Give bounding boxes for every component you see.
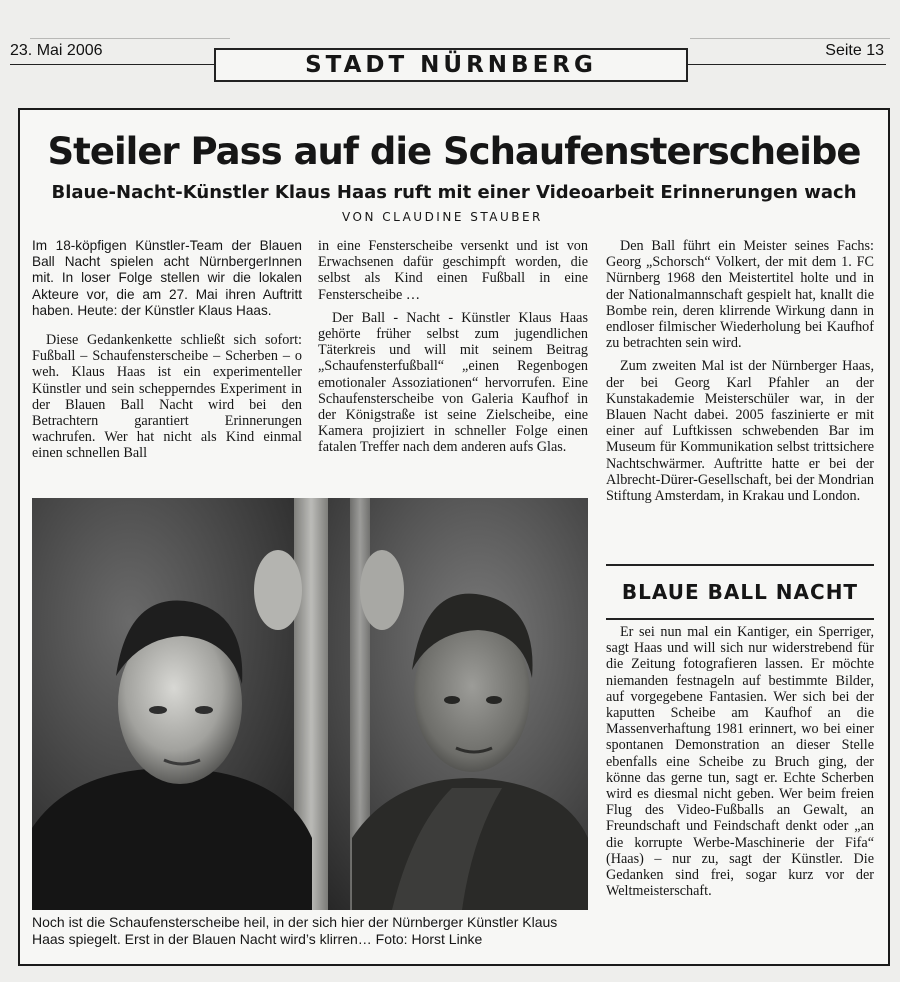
article-headline: Steiler Pass auf die Schaufensterscheibe	[47, 130, 861, 173]
paragraph: Zum zweiten Mal ist der Nürnberger Haas, der bei Georg Karl Pfahler an der Kunstakademie Meisterschüler war, in der Blauen Nacht dabei. 2005 faszinierte er mit einer auf Luftkissen schwebenden Bar im Museum für Kommunikation selbst trittsichere Nachtschwärmer. Auftritte hatte er bei der Albrecht-Dürer-Gesellschaft, bei der Mondrian Stiftung Amsterdam, in Krakau und London.	[606, 358, 874, 505]
page-number: Seite 13	[825, 42, 884, 59]
neighbour-page-bleed-left	[30, 20, 230, 39]
section-subheading: BLAUE BALL NACHT	[606, 564, 874, 620]
text-column-2	[318, 238, 588, 463]
section-title: STADT NÜRNBERG	[214, 48, 688, 82]
article-byline: VON CLAUDINE STAUBER	[342, 210, 543, 224]
photo-caption: Noch ist die Schaufensterscheibe heil, in der sich hier der Nürnberger Künstler Klaus Haas spiegelt. Erst in der Blauen Nacht wird’s klirren… Foto: Horst Linke	[32, 914, 558, 947]
paragraph: Er sei nun mal ein Kantiger, ein Sperriger, sagt Haas und will sich nur widerstrebend für die Zeitung fotografieren lassen. Er möchte niemanden festnageln auf bestimmte Bilder, auf vorgegebene Fantasien. Wer sich bei der kaputten Scheibe am Kaufhof an die Massenverhaftung 1981 erinnert, wo bei einer spontanen Demonstration an dieser Stelle ebenfalls eine Scheibe zu Bruch ging, der könne das gerne tun, sagt er. Echte Scherben wird es diesmal nicht geben. Wer beim freien Flug des Video-Fußballs an Gewalt, an Freundschaft und Feindschaft denkt oder „an die korrupte Werbe-Maschinerie der Fifa“ (Haas) – nur zu, sagt der Künstler. Die Gedanken sind frei, sogar kurz vor der Weltmeisterschaft.	[606, 624, 874, 900]
article-box	[18, 108, 890, 966]
paragraph: in eine Fensterscheibe versenkt und ist von Erwachsenen dafür geschimpft worden, die selbst als Kind einen Fußball in eine Fensterscheibe …	[318, 238, 588, 303]
portrait-photo-icon	[32, 498, 588, 910]
header-rule-left	[10, 64, 214, 65]
issue-date: 23. Mai 2006	[10, 42, 103, 59]
paragraph: Der Ball - Nacht - Künstler Klaus Haas gehörte früher selbst zum jugendlichen Täterkreis und will mit seinem Beitrag „Schaufensterfußball“ „einen Regenbogen emotionaler Assoziationen“ hervorrufen. Eine Schaufensterscheibe von Galeria Kaufhof in der Königstraße ist seine Zielscheibe, eine Kamera projiziert in schneller Folge einen fatalen Treffer nach dem anderen aufs Glas.	[318, 309, 588, 456]
article-intro: Im 18-köpfigen Künstler-Team der Blauen Ball Nacht spielen acht NürnbergerInnen mit. In loser Folge stellen wir die lokalen Akteure vor, die am 27. Mai ihren Auftritt haben. Heute: der Künstler Klaus Haas.	[32, 238, 302, 318]
neighbour-page-bleed-right	[690, 20, 890, 39]
header-rule-right	[686, 64, 886, 65]
text-column-1	[32, 238, 302, 469]
article-subheadline: Blaue-Nacht-Künstler Klaus Haas ruft mit einer Videoarbeit Erinnerungen wach	[51, 182, 857, 203]
paragraph: Diese Gedankenkette schließt sich sofort: Fußball – Schaufensterscheibe – Scherben – o weh. Klaus Haas ist ein experimenteller Künstler und sein schepperndes Experiment in der Blauen Ball Nacht wird bei den Betrachtern garantiert Erinnerungen wachrufen. Wer hat nicht als Kind einmal einen schnellen Ball	[32, 332, 302, 462]
text-column-3	[606, 238, 874, 511]
text-column-3-continued	[606, 624, 874, 906]
paragraph: Den Ball führt ein Meister seines Fachs: Georg „Schorsch“ Volkert, der mit dem 1. FC Nürnberg 1968 den Meistertitel holte und in der Nationalmannschaft gespielt hat, knallt die Bombe rein, deren klirrende Wirkung dann in endloser filmischer Wiederholung bei Kaufhof zu betrachten sein wird.	[606, 238, 874, 352]
article-photo	[32, 498, 588, 910]
